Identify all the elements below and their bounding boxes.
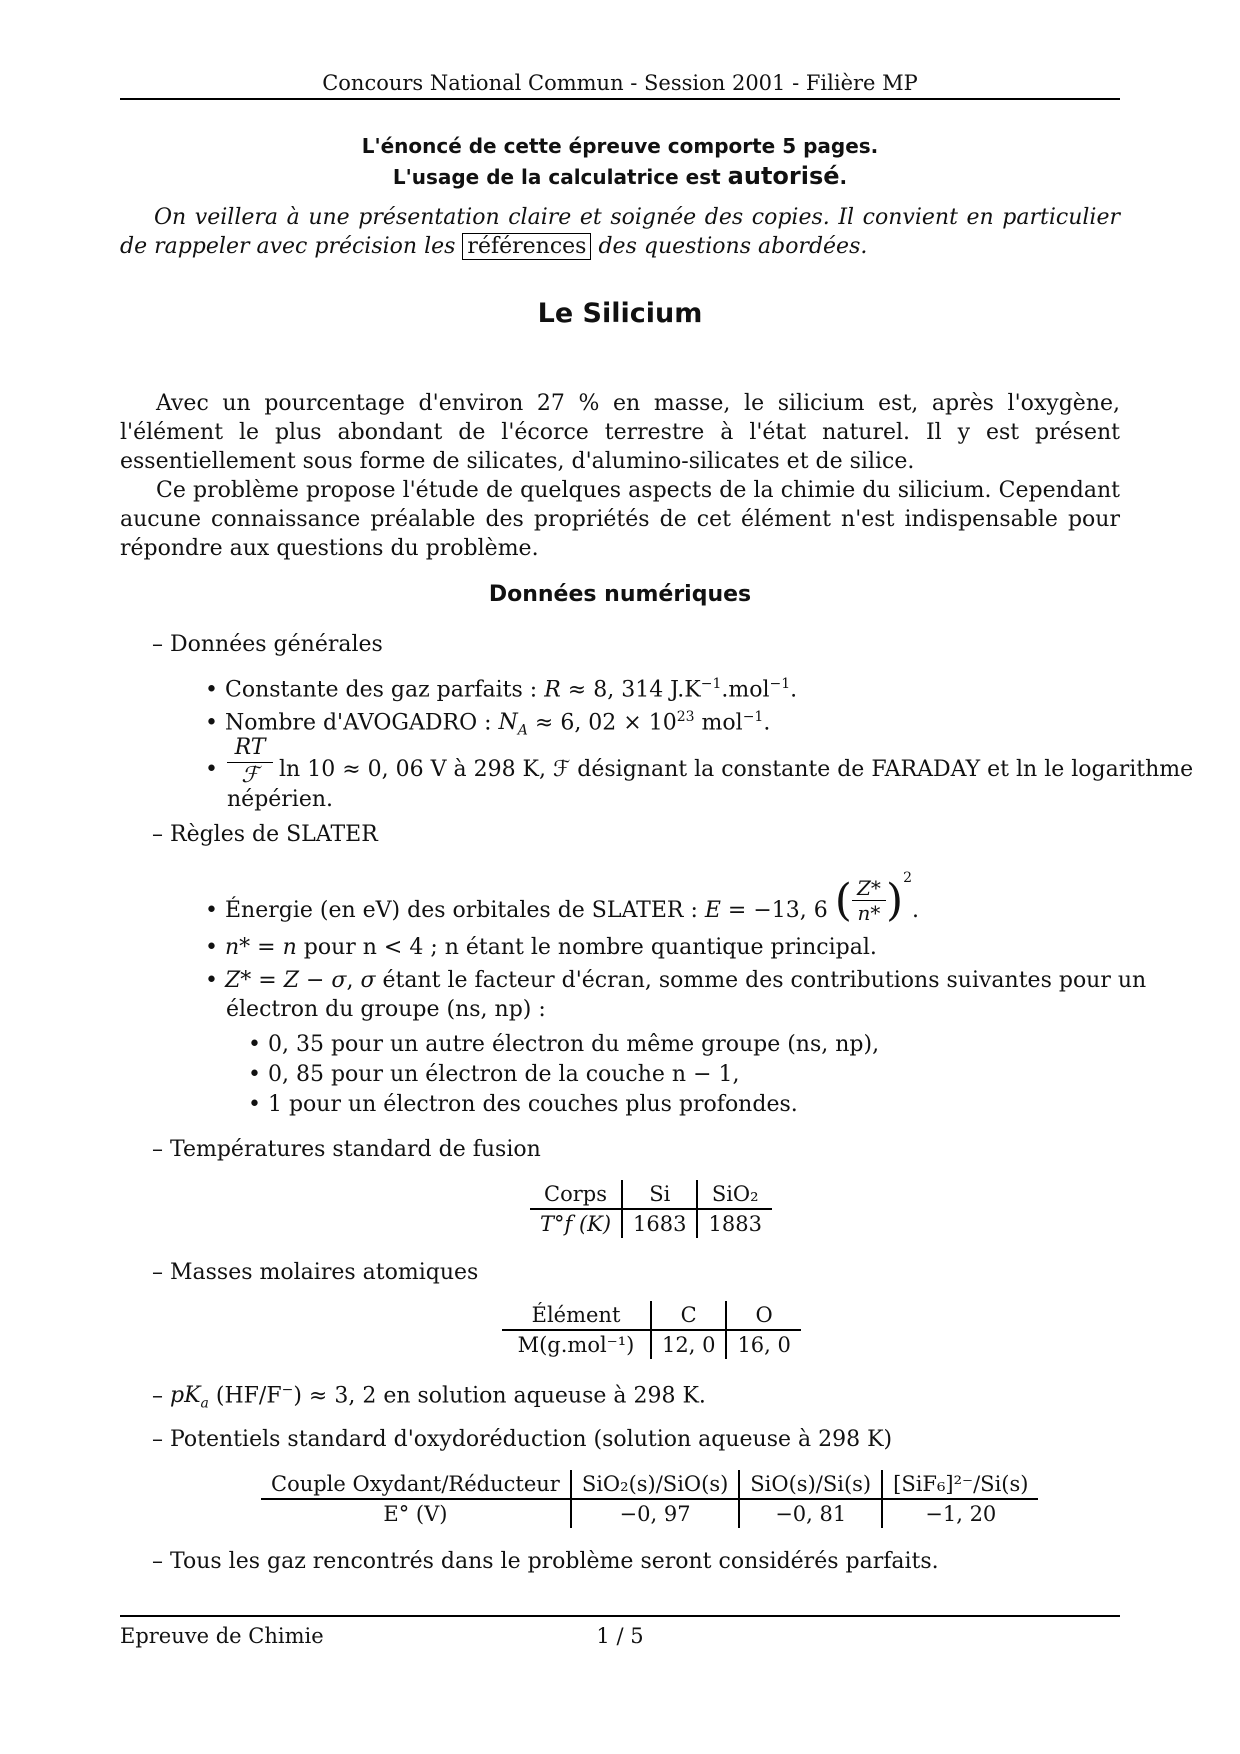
page-title: Le Silicium [537,298,703,329]
sub-item-1: • 0, 35 pour un autre électron du même groupe (ns, np), [248,1032,880,1057]
mass-header-element: Élément [502,1301,651,1330]
paragraph-1: Avec un pourcentage d'environ 27 % en masse, le silicium est, après l'oxygène, l'élément le plus abondant de l'écorce terrestre à l'état naturel. Il y est présent essentiellement sous forme de silicates, d'alumino-silicates et de silice. [120,391,1120,474]
item-slater-energy: • Énergie (en eV) des orbitales de SLATER : E = −13, 6 ($\frac{Z*}{n*}$ )$^2$. [205,870,920,926]
pka-text: en solution aqueuse à 298 K. [383,1383,706,1409]
fusion-header-si: Si [622,1180,697,1209]
mass-value-o: 16, 0 [737,1333,791,1357]
group-general: – Données générales [152,632,383,657]
sub-item-2-text: pour un électron de la couche n − 1, [330,1062,740,1087]
header-rule [120,98,1120,100]
intro-note-part2: des questions abordées. [598,234,868,259]
group-fusion-label: Températures standard de fusion [170,1137,541,1162]
group-general-label: Données générales [170,632,383,657]
group-slater: – Règles de SLATER [152,822,378,847]
pot-header-3: [SiF₆]²⁻/Si(s) [882,1470,1038,1499]
intro-note-part1: On veillera à une présentation claire et soignée des copies. Il convient en particulier de rappeler avec précision les [120,205,1120,259]
section-title: Données numériques [488,582,752,607]
header-title: Concours National Commun - Session 2001 - Filière MP [322,71,918,95]
page-number: 1 / 5 [596,1624,644,1648]
mass-row-label: M(g.mol⁻¹) [502,1330,651,1359]
item-pka: – $pK_a$ (HF/F−) ≈ 3, 2 en solution aqueuse à 298 K. [152,1382,706,1412]
gases-text: Tous les gaz rencontrés dans le problème seront considérés parfaits. [170,1549,939,1574]
fusion-value-si: 1683 [622,1209,697,1238]
sub-item-3-text: pour un électron des couches plus profondes. [288,1092,798,1117]
group-potentials: – Potentiels standard d'oxydoréduction (solution aqueuse à 298 K) [152,1427,893,1452]
item-gas-constant: • Constante des gaz parfaits : R ≈ 8, 314 $J.K^{-1}.mol^{-1}$. [205,676,798,703]
intro-line2 [120,162,1120,190]
pot-row-label: E° (V) [261,1499,571,1528]
item-nstar: • n* = n pour n < 4 ; n étant le nombre quantique principal. [205,935,877,960]
gas-constant-label: Constante des gaz parfaits : [224,677,538,703]
fusion-value-sio2: 1883 [708,1212,762,1236]
sub-item-2: • 0, 85 pour un électron de la couche n − 1, [248,1062,740,1087]
fusion-header-sio2: SiO₂ [697,1180,771,1209]
intro-note-boxed: références [462,233,591,260]
avogadro-label: Nombre d'AVOGADRO : [224,710,492,736]
group-masses: – Masses molaires atomiques [152,1260,479,1285]
zstar-text2: électron du groupe (ns, np) : [226,997,546,1022]
rt-text2: népérien. [227,787,334,812]
mass-table [502,1301,801,1359]
intro-line2-suffix: . [839,165,848,189]
intro-line2-prefix: L'usage de la calculatrice est [392,165,721,189]
potential-table [261,1470,1038,1528]
footer-rule [120,1615,1120,1617]
fusion-table [530,1180,772,1238]
footer-left: Epreuve de Chimie [120,1624,324,1648]
intro-line2-emph: autorisé [727,162,840,190]
pot-value-1: −0, 97 [571,1499,739,1528]
slater-energy-label: Énergie (en eV) des orbitales de SLATER : [224,897,698,923]
item-avogadro: • Nombre d'AVOGADRO : $N_A \approx 6$, $02 \times 10^{23}$ mol$^{-1}$. [205,709,771,739]
pot-header-2: SiO(s)/Si(s) [739,1470,882,1499]
group-slater-label: Règles de SLATER [170,822,378,847]
group-masses-label: Masses molaires atomiques [170,1260,479,1285]
pot-header-1: SiO₂(s)/SiO(s) [571,1470,739,1499]
mass-header-o: O [726,1301,800,1330]
item-gases: – Tous les gaz rencontrés dans le problème seront considérés parfaits. [152,1549,939,1574]
rt-text: ≈ 0, 06 V à 298 K, ℱ désignant la constante de FARADAY et ln le logarithme [342,757,1194,782]
pot-value-3: −1, 20 [925,1502,997,1526]
group-fusion: – Températures standard de fusion [152,1137,541,1162]
intro-note [120,203,1120,261]
fusion-header-corps: Corps [530,1180,622,1209]
sub-item-3: • 1 pour un électron des couches plus profondes. [248,1092,798,1117]
pot-value-2: −0, 81 [739,1499,882,1528]
item-zstar: • Z* = Z − σ, σ étant le facteur d'écran, somme des contributions suivantes pour un [205,968,1147,993]
nstar-text: pour n < 4 ; n étant le nombre quantique principal. [303,935,877,960]
intro-line1: L'énoncé de cette épreuve comporte 5 pages. [361,134,879,158]
mass-value-c: 12, 0 [651,1330,726,1359]
fusion-row-label: T°f (K) [530,1209,622,1238]
pot-header-couple: Couple Oxydant/Réducteur [261,1470,571,1499]
paragraph-2: Ce problème propose l'étude de quelques aspects de la chimie du silicium. Cependant aucune connaissance préalable des propriétés de cet élément n'est indispensable pour répondre aux questions du problème. [120,478,1120,561]
sub-item-1-text: pour un autre électron du même groupe (ns, np), [330,1032,880,1057]
mass-header-c: C [651,1301,726,1330]
zstar-text: étant le facteur d'écran, somme des contributions suivantes pour un [382,968,1147,993]
group-potentials-label: Potentiels standard d'oxydoréduction (solution aqueuse à 298 K) [170,1427,893,1452]
